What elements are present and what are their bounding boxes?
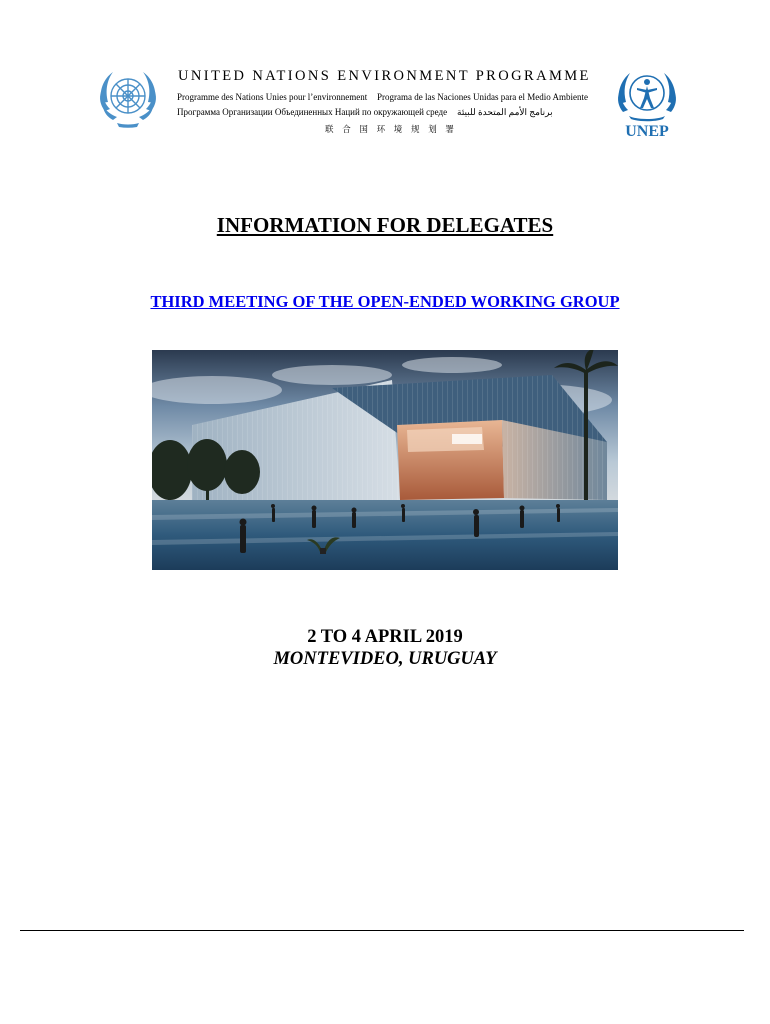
letterhead — [95, 62, 680, 144]
un-emblem-icon — [95, 65, 161, 131]
organization-name: UNITED NATIONS ENVIRONMENT PROGRAMME — [178, 68, 591, 84]
footer-divider — [20, 930, 744, 931]
venue-building-image — [152, 350, 618, 570]
organization-name-russian: Программа Организации Объединенных Наций по окружающей среде — [177, 107, 448, 117]
organization-name-french: Programme des Nations Unies pour l’environnement — [177, 92, 368, 102]
document-title: INFORMATION FOR DELEGATES — [216, 213, 554, 237]
meeting-title-link[interactable]: THIRD MEETING OF THE OPEN-ENDED WORKING GROUP — [150, 292, 620, 311]
meeting-dates: 2 TO 4 APRIL 2019 — [307, 627, 463, 647]
unep-logo-text: UNEP — [625, 123, 669, 140]
organization-name-spanish: Programa de las Naciones Unidas para el Medio Ambiente — [377, 92, 588, 102]
letterhead-row-2 — [177, 107, 553, 117]
letterhead-row-1 — [177, 92, 588, 102]
organization-name-chinese: 联 合 国 环 境 规 划 署 — [325, 125, 457, 135]
meeting-location: MONTEVIDEO, URUGUAY — [273, 649, 497, 669]
organization-name-arabic: برنامج الأمم المتحدة للبيئة — [457, 107, 553, 117]
unep-logo — [615, 64, 679, 140]
